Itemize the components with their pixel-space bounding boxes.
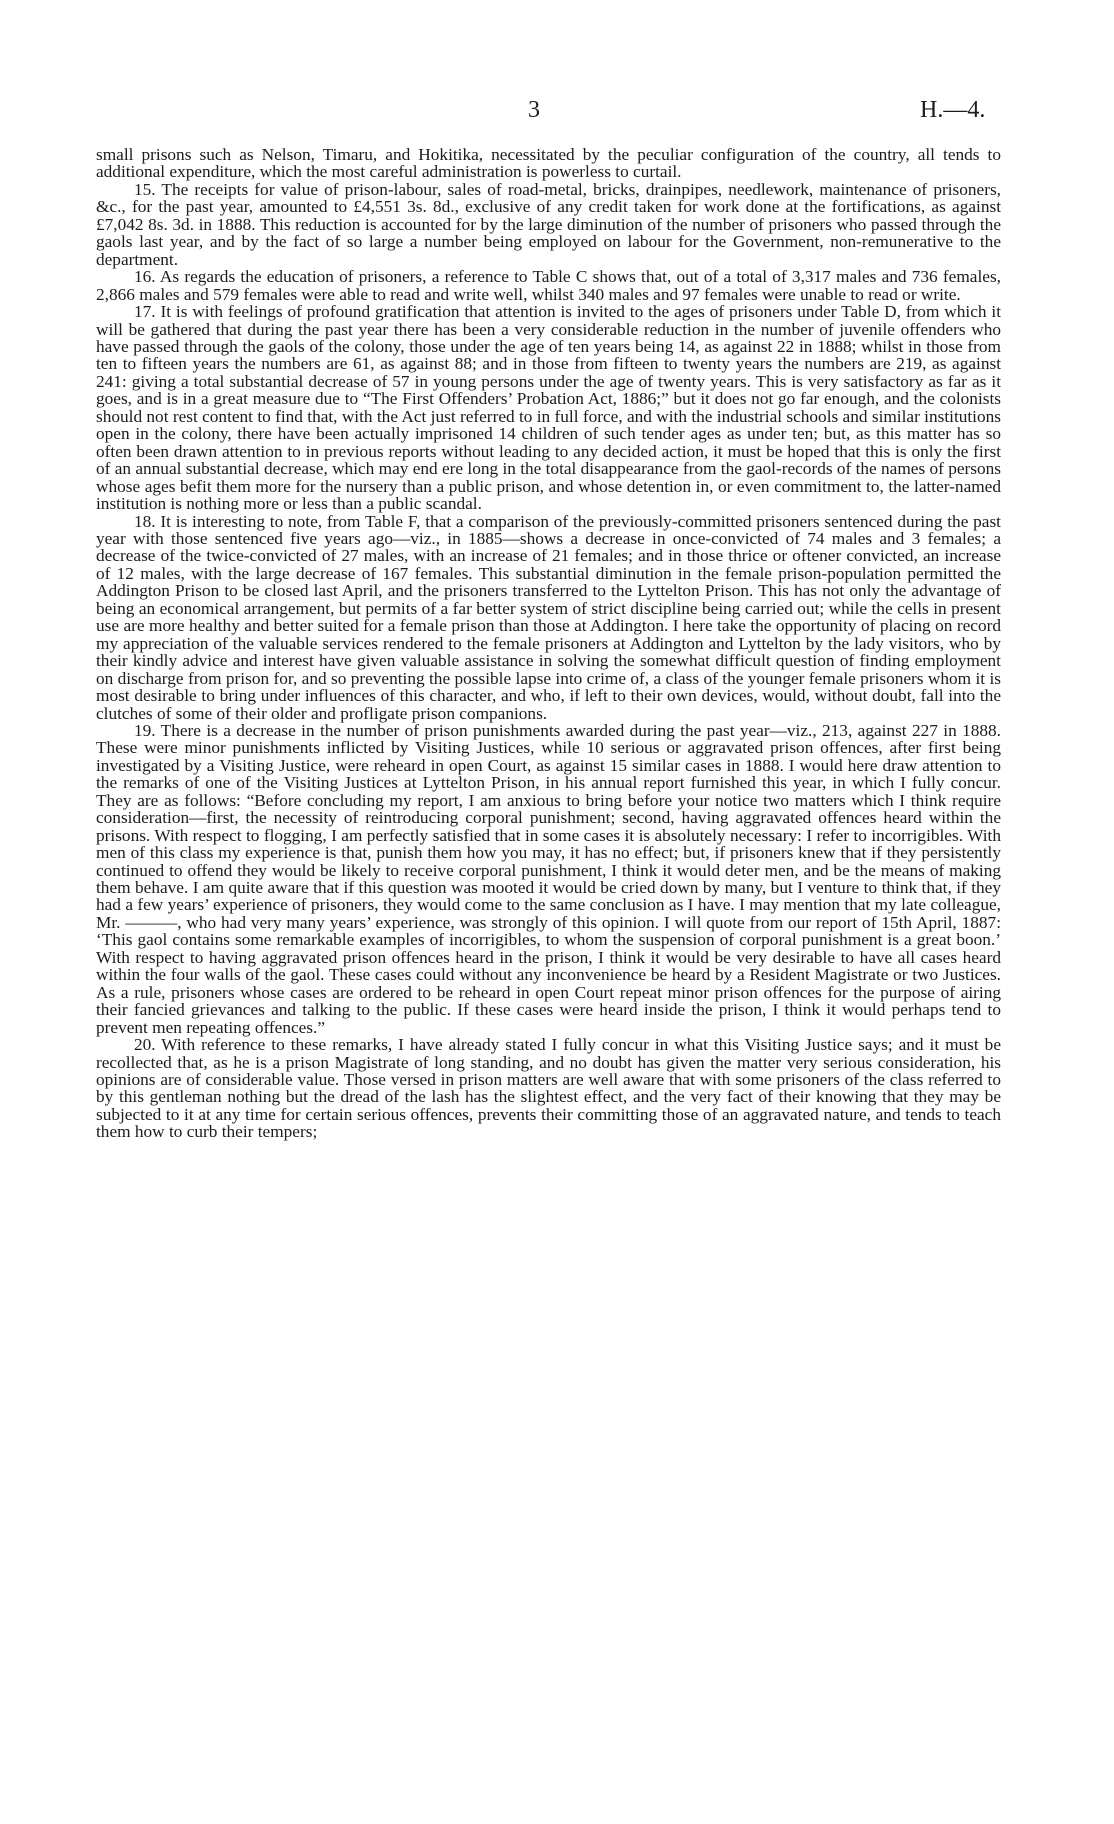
document-reference: H.—4. [920,97,986,123]
paragraph-15: 15. The receipts for value of prison-labour, sales of road-metal, bricks, drainpipes, needlework, maintenance of prisoners, &c., for the past year, amounted to £4,551 3s. 8d., exclusive of any credit taken for work done at the fortifications, as against £7,042 8s. 3d. in 1888. This reduction is accounted for by the large diminution of the number of prisoners who passed through the gaols last year, and by the fact of so large a number being employed on labour for the Government, non-remunerative to the department. [96,179,1001,269]
paragraph-17: 17. It is with feelings of profound gratification that attention is invited to the ages of prisoners under Table D, from which it will be gathered that during the past year there has been a very considerable reduction in the number of juvenile offenders who have passed through the gaols of the colony, those under the age of ten years being 14, as against 22 in 1888; whilst in those from ten to fifteen years the numbers are 61, as against 88; and in those from fifteen to twenty years the numbers are 219, as against 241: giving a total substantial decrease of 57 in young persons under the age of twenty years. This is very satisfactory as far as it goes, and is in a great measure due to “The First Offenders’ Probation Act, 1886;” but it does not go far enough, and the colonists should not rest content to find that, with the Act just referred to in full force, and with the industrial schools and similar institutions open in the colony, there have been actually imprisoned 14 children of such tender ages as under ten; but, as this matter has so often been drawn attention to in previous reports without leading to any decided action, it must be hoped that this is only the first of an annual substantial decrease, which may end ere long in the total disappearance from the gaol-records of the names of persons whose ages befit them more for the nursery than a public prison, and whose detention in, or even commitment to, the latter-named institution is nothing more or less than a public scandal. [96,302,1002,514]
page-number: 3 [528,97,540,123]
paragraph-16: 16. As regards the education of prisoners, a reference to Table C shows that, out of a total of 3,317 males and 736 females, 2,866 males and 579 females were able to read and write well, whilst 340 males and 97 females were unable to read or write. [96,267,1001,304]
paragraph-20: 20. With reference to these remarks, I have already stated I fully concur in what this Visiting Justice says; and it must be recollected that, as he is a prison Magistrate of long standing, and no doubt has given the matter very serious consideration, his opinions are of considerable value. Those versed in prison matters are well aware that with some prisoners of the class referred to by this gentleman nothing but the dread of the lash has the slightest effect, and the very fact of their knowing that they may be subjected to it at any time for certain serious offences, prevents their committing those of an aggravated nature, and tends to teach them how to curb their tempers; [96,1035,1001,1142]
paragraph-18: 18. It is interesting to note, from Table F, that a comparison of the previously-committed prisoners sentenced during the past year with those sentenced five years ago—viz., in 1885—shows a decrease in once-convicted of 74 males and 3 females; a decrease of the twice-convicted of 27 males, with an increase of 21 females; and in those thrice or oftener convicted, an increase of 12 males, with the large decrease of 167 females. This substantial diminution in the female prison-population permitted the Addington Prison to be closed last April, and the prisoners transferred to the Lyttelton Prison. This has not only the advantage of being an economical arrangement, but permits of a far better system of strict discipline being carried out; while the cells in present use are more healthy and better suited for a female prison than those at Addington. I here take the opportunity of placing on record my appreciation of the valuable services rendered to the female prisoners at Addington and Lyttelton by the lady visitors, who by their kindly advice and interest have given valuable assistance in solving the somewhat difficult question of finding employment on discharge from prison for, and so preventing the possible lapse into crime of, a class of the younger female prisoners whom it is most desirable to bring under influences of this character, and who, if left to their own devices, would, without doubt, fall into the clutches of some of their older and profligate prison companions. [96,511,1001,723]
body-text [96,146,1001,1141]
paragraph-continuation: small prisons such as Nelson, Timaru, and Hokitika, necessitated by the peculiar configuration of the country, all tends to additional expenditure, which the most careful administration is powerless to curtail. [96,145,1001,182]
paragraph-19: 19. There is a decrease in the number of prison punishments awarded during the past year—viz., 213, against 227 in 1888. These were minor punishments inflicted by Visiting Justices, while 10 serious or aggravated prison offences, after first being investigated by a Visiting Justice, were reheard in open Court, as against 15 similar cases in 1888. I would here draw attention to the remarks of one of the Visiting Justices at Lyttelton Prison, in his annual report furnished this year, in which I fully concur. They are as follows: “Before concluding my report, I am anxious to bring before your notice two matters which I think require consideration—first, the necessity of reintroducing corporal punishment; second, having aggravated offences heard within the prisons. With respect to flogging, I am perfectly satisfied that in some cases it is absolutely necessary: I refer to incorrigibles. With men of this class my experience is that, punish them how you may, it has no effect; but, if prisoners knew that if they persistently continued to offend they would be likely to receive corporal punishment, I think it would deter men, and be the means of making them behave. I am quite aware that if this question was mooted it would be cried down by many, but I venture to think that, if they had a few years’ experience of prisoners, they would come to the same conclusion as I have. I may mention that my late colleague, Mr. ———, who had very many years’ experience, was strongly of this opinion. I will quote from our report of 15th April, 1887: ‘This gaol contains some remarkable examples of incorrigibles, to whom the suspension of corporal punishment is a great boon.’ With respect to having aggravated prison offences heard in the prison, I think it would be very desirable to have all cases heard within the four walls of the gaol. These cases could without any inconvenience be heard by a Resident Magistrate or two Justices. As a rule, prisoners whose cases are ordered to be reheard in open Court repeat minor prison offences for the purpose of airing their fancied grievances and talking to the public. If these cases were heard inside the prison, I think it would perhaps tend to prevent men repeating offences.” [96,720,1001,1037]
